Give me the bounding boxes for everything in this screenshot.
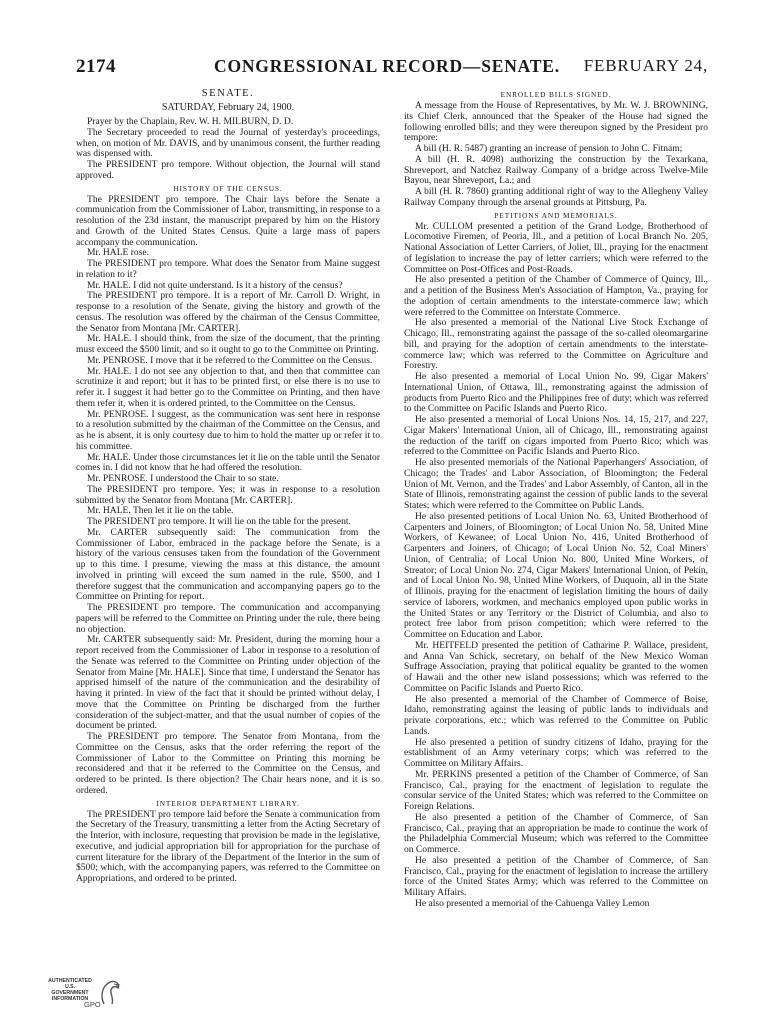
paragraph: The PRESIDENT pro tempore. The Chair lays before the Senate a communication from the Commissioner of Labor, transmitting, in response to a resolution of the 23d instant, the manuscript prepared by him on the History and Growth of the United States Census. Quite a large mass of papers accompany the communication. — [76, 193, 380, 248]
paragraph: He also presented a memorial of Local Union No. 99, Cigar Makers' International Union, of Ottawa, Ill., remonstrating against the admission of products from Puerto Rico and the Philippines free of duty; which was referred to the Committee on Pacific Islands and Puerto Rico. — [404, 371, 708, 415]
session-date: SATURDAY, February 24, 1900. — [161, 102, 295, 113]
paragraph: Mr. HALE rose. — [87, 247, 150, 259]
left-column — [76, 88, 380, 988]
paragraph: The PRESIDENT pro tempore. It is a report of Mr. Carroll D. Wright, in response to a resolution of the Senate, giving the history and growth of the census. The resolution was offered by the chairman of the Census Committee, the Senator from Montana [Mr. CARTER]. — [76, 290, 380, 334]
paragraph: Mr. PENROSE. I move that it be referred to the Committee on the Census. — [87, 354, 373, 366]
paragraph: The PRESIDENT pro tempore laid before the Senate a communication from the Secretary of the Treasury, transmitting a letter from the Acting Secretary of the Interior, with inclosure, requesting that provision be made in the legislative, executive, and judicial appropriation bill for appropriation for the purchase of current literature for the library of the Department of the Interior in the sum of $500; which, with the accompanying papers, was referred to the Committee on Appropriations, and ordered to be printed. — [76, 808, 380, 884]
paragraph: Mr. PENROSE. I understood the Chair to so state. — [87, 473, 279, 484]
paragraph: The PRESIDENT pro tempore. It will lie on the table for the present. — [87, 516, 351, 527]
record-title: CONGRESSIONAL RECORD—SENATE. — [214, 56, 560, 76]
stamp-text — [48, 978, 92, 1002]
paragraph: A bill (H. R. 4098) authorizing the construction by the Texarkana, Shreveport, and Natchez Railway Company of a bridge across Twelve-Mile Bayou, near Shreveport, La.; and — [404, 153, 708, 187]
paragraph: Mr. HALE. I should think, from the size of the document, that the printing must exceed the $500 limit, and so it ought to go to the Committee on Printing. — [76, 333, 380, 355]
paragraph: Mr. PENROSE. I suggest, as the communication was sent here in response to a resolution submitted by the chairman of the Committee on the Census, and as he is absent, it is only courtesy due to him to hold the matter up or refer it to his committee. — [76, 408, 380, 452]
stamp-line: AUTHENTICATED — [48, 978, 92, 984]
paragraph: Mr. CARTER subsequently said: The communication from the Commissioner of Labor, embraced in the package before the Senate, is a history of the various censuses taken from the foundation of the Government up to this time. I presume, viewing the mass at this distance, the amount involved in printing will exceed the sum named in the rule, $500, and I therefore suggest that the communication and accompanying papers go to the Committee on Printing for report. — [76, 526, 380, 603]
record-page — [76, 56, 708, 992]
paragraph: Mr. HALE. Then let it lie on the table. — [87, 505, 234, 517]
subheading-petitions: PETITIONS AND MEMORIALS. — [494, 210, 618, 220]
paragraph: The PRESIDENT pro tempore. Yes; it was in response to a resolution submitted by the Senator from Montana [Mr. CARTER]. — [76, 483, 380, 506]
paragraph: The Secretary proceeded to read the Journal of yesterday's proceedings, when, on motion of Mr. DAVIS, and by unanimous consent, the further reading was dispensed with. — [76, 126, 380, 160]
paragraph: A bill (H. R. 5487) granting an increase of pension to John C. Fitnam; — [415, 143, 683, 154]
paragraph: Mr. HALE. I do not see any objection to that, and then that committee can scrutinize it and report; but it has to be printed first, or else there is no use to refer it. I suggest it had better go to the Committee on Printing, and then have them refer it, when it is ordered printed, to the Committee on the Census. — [76, 365, 380, 409]
subheading-census: HISTORY OF THE CENSUS. — [173, 183, 283, 193]
paragraph: A message from the House of Representatives, by Mr. W. J. BROWNING, its Chief Clerk, announced that the Speaker of the House had signed the following enrolled bills; and they were thereupon signed by the President pro tempore: — [404, 100, 708, 144]
paragraph: He also presented a petition of the Chamber of Commerce, of San Francisco, Cal., praying for the enactment of legislation to increase the artillery force of the United States Army; which was referred to the Committee on Military Affairs. — [404, 854, 708, 898]
subheading-enrolled-bills: ENROLLED BILLS SIGNED. — [500, 90, 612, 99]
paragraph: Mr. HALE. Under those circumstances let it lie on the table until the Senator comes in. I did not know that he had offered the resolution. — [76, 451, 380, 474]
paragraph: He also presented a memorial of the National Live Stock Exchange of Chicago, Ill., remonstrating against the passage of the so-called oleomargarine bill, and praying for the adoption of certain amendments to the interstate-commerce law; which was referred to the Committee on Agriculture and Forestry. — [404, 317, 708, 372]
paragraph: Mr. HEITFELD presented the petition of Catharine P. Wallace, president, and Anna Van Schick, secretary, on behalf of the New Mexico Woman Suffrage Association, praying that political equality be granted to the women of Hawaii and the other new island possessions; which was referred to the Committee on Pacific Islands and Puerto Rico. — [404, 639, 708, 694]
paragraph: He also presented a memorial of the Chamber of Commerce of Boise, Idaho, remonstrating against the leasing of public lands to individuals and private corporations, etc.; which was referred to the Committee on Public Lands. — [404, 693, 708, 737]
gpo-mark: GPO — [84, 1000, 101, 1009]
paragraph: A bill (H. R. 7860) granting additional right of way to the Allegheny Valley Railway Company through the arsenal grounds at Pittsburg, Pa. — [404, 186, 708, 208]
paragraph: Mr. CARTER subsequently said: Mr. President, during the morning hour a report received from the Commissioner of Labor in response to a resolution of the Senate was referred to the Committee on Printing under objection of the Senator from Maine [Mr. HALE]. Since that time, I understand the Senator has apprised himself of the nature of the communication and the desirability of having it printed. In view of the fact that it should be printed without delay, I move that the Committee on Printing be discharged from the further consideration of the subject-matter, and that the usual number of copies of the document be printed. — [76, 634, 380, 732]
paragraph: The PRESIDENT pro tempore. What does the Senator from Maine suggest in relation to it? — [76, 258, 380, 280]
paragraph: He also presented memorials of the National Paperhangers' Association, of Chicago; the Trades' and Labor Association, of Bloomington; the Federal Union of Mt. Vernon, and the Trades' and Labor Assembly, of Canton, all in the State of Illinois, remonstrating against the cession of public lands to the several States; which were referred to the Committee on Public Lands. — [404, 457, 708, 511]
gpo-authentication-stamp — [48, 978, 148, 1018]
senate-heading: SENATE. — [201, 88, 255, 99]
page-header — [76, 56, 708, 84]
eagle-icon — [98, 978, 122, 1008]
paragraph: He also presented a petition of the Chamber of Commerce, of San Francisco, Cal., praying that an appropriation be made to continue the work of the Philadelphia Commercial Museum; which was referred to the Committee on Commerce. — [404, 811, 708, 855]
header-date: FEBRUARY 24, — [583, 56, 708, 75]
stamp-line: INFORMATION — [51, 996, 89, 1002]
paragraph: Mr. PERKINS presented a petition of the Chamber of Commerce, of San Francisco, Cal., praying for the enactment of legislation to regulate the consular service of the United States; which was referred to the Committee on Foreign Relations. — [404, 768, 708, 812]
subheading-library: INTERIOR DEPARTMENT LIBRARY. — [156, 798, 300, 808]
paragraph: The PRESIDENT pro tempore. The communication and accompanying papers will be referred to the Committee on Printing under the rule, there being no objection. — [76, 602, 380, 635]
stamp-line: U.S. GOVERNMENT — [51, 984, 89, 996]
paragraph: He also presented a petition of the Chamber of Commerce of Quincy, Ill., and a petition of the Business Men's Association of Hampton, Va., praying for the adoption of certain amendments to the interstate-commerce law; which were referred to the Committee on Interstate Commerce. — [404, 274, 708, 318]
right-column — [404, 88, 708, 988]
paragraph: The PRESIDENT pro tempore. The Senator from Montana, from the Committee on the Census, asks that the order referring the report of the Commissioner of Labor to the Committee on Printing this morning be reconsidered and that it be referred to the Committee on the Census, and ordered to be printed. Is there objection? The Chair hears none, and it is so ordered. — [76, 731, 380, 796]
paragraph: He also presented petitions of Local Union No. 63, United Brotherhood of Carpenters and Joiners, of Bloomington; of Local Union No. 58, United Mine Workers, of Kewanee; of Local Union No. 416, United Brotherhood of Carpenters and Joiners, of Chicago; of Local Union No. 52, Coal Miners' Union, of Centralia; of Local Union No. 800, United Mine Workers, of Streator; of Local Union No. 274, Cigar Makers' International Union, of Pekin, and of Local Union No. 98, United Mine Workers, of Duquoin, all in the State of Illinois, praying for the enactment of legislation limiting the hours of daily service of laborers, workmen, and mechanics employed upon public works in the United States or any Territory or the District of Columbia, and also to protect free labor from prison competition; which were referred to the Committee on Education and Labor. — [404, 510, 708, 640]
paragraph: Prayer by the Chaplain, Rev. W. H. MILBURN, D. D. — [87, 116, 294, 127]
paragraph: Mr. HALE. I did not quite understand. Is it a history of the census? — [87, 279, 343, 291]
paragraph: The PRESIDENT pro tempore. Without objection, the Journal will stand approved. — [76, 159, 380, 181]
page-number: 2174 — [76, 56, 116, 77]
paragraph: He also presented a memorial of the Cahuenga Valley Lemon — [415, 897, 650, 909]
text-columns — [76, 88, 708, 988]
paragraph: He also presented a petition of sundry citizens of Idaho, praying for the establishment of an Army veterinary corps; which was referred to the Committee on Military Affairs. — [404, 736, 708, 769]
paragraph: Mr. CULLOM presented a petition of the Grand Lodge, Brotherhood of Locomotive Firemen, of Peoria, Ill., and a petition of Local Branch No. 205, National Association of Letter Carriers, of Joliet, Ill., praying for the enactment of legislation to increase the pay of letter carriers; which were referred to the Committee on Post-Offices and Post-Roads. — [404, 220, 708, 275]
paragraph: He also presented a memorial of Local Unions Nos. 14, 15, 217, and 227, Cigar Makers' International Union, all of Chicago, Ill., remonstrating against the reduction of the tariff on cigars imported from Puerto Rico; which was referred to the Committee on Pacific Islands and Puerto Rico. — [404, 414, 708, 458]
